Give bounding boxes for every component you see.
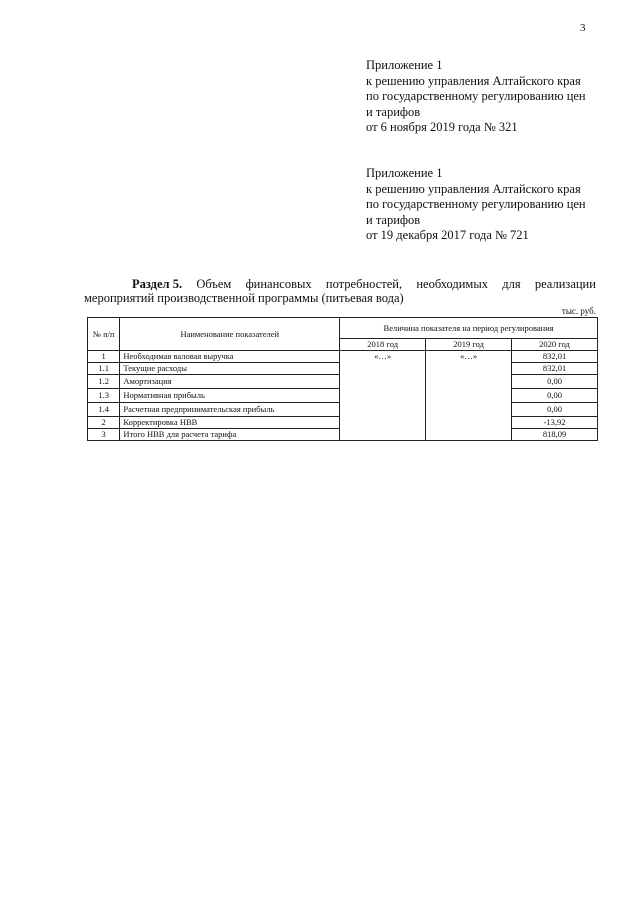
page-number: 3 <box>580 22 586 34</box>
section-word: Объем <box>196 277 232 291</box>
row-name: Корректировка НВВ <box>120 417 340 429</box>
row-name: Итого НВВ для расчета тарифа <box>120 429 340 441</box>
row-value-2020: -13,92 <box>512 417 598 429</box>
section-word: финансовых <box>245 277 312 291</box>
row-value-2020: 818,09 <box>512 429 598 441</box>
appendix-line: и тарифов <box>366 104 421 119</box>
section-title <box>84 277 596 305</box>
header-number: № п/п <box>88 318 120 351</box>
row-number: 1.4 <box>88 403 120 417</box>
row-name: Нормативная прибыль <box>120 389 340 403</box>
appendix-line: Приложение 1 <box>366 166 443 180</box>
appendix-line: к решению управления Алтайского края <box>366 181 581 196</box>
appendix-header-original <box>366 166 606 244</box>
appendix-line: по государственному регулированию цен <box>366 197 586 211</box>
row-number: 2 <box>88 417 120 429</box>
row-name: Необходимая валовая выручка <box>120 351 340 363</box>
header-name: Наименование показателей <box>120 318 340 351</box>
row-number: 1.2 <box>88 375 120 389</box>
unit-label: тыс. руб. <box>561 306 596 316</box>
section-title-line-1 <box>84 277 596 291</box>
section-word: реализации <box>534 277 596 291</box>
header-year-2019: 2019 год <box>426 339 512 351</box>
appendix-line: и тарифов <box>366 212 421 227</box>
section-word: потребностей, <box>325 277 403 291</box>
section-word: для <box>502 277 521 291</box>
financial-table <box>87 317 598 441</box>
appendix-header-current <box>366 58 606 136</box>
section-title-line-2: мероприятий производственной программы (питьевая вода) <box>84 291 404 305</box>
row-number: 1.3 <box>88 389 120 403</box>
section-word: необходимых <box>416 277 488 291</box>
row-name: Текущие расходы <box>120 363 340 375</box>
row-value-2020: 832,01 <box>512 351 598 363</box>
row-number: 1 <box>88 351 120 363</box>
row-number: 3 <box>88 429 120 441</box>
appendix-line: Приложение 1 <box>366 58 443 72</box>
header-year-2018: 2018 год <box>340 339 426 351</box>
table-row <box>88 351 598 363</box>
header-period: Величина показателя на период регулирования <box>340 318 598 339</box>
row-name: Расчетная предпринимательская прибыль <box>120 403 340 417</box>
section-label: Раздел 5. <box>132 277 183 291</box>
row-value-2020: 0,00 <box>512 389 598 403</box>
appendix-line: по государственному регулированию цен <box>366 89 586 103</box>
row-name: Амортизация <box>120 375 340 389</box>
row-value-2020: 832,01 <box>512 363 598 375</box>
row-value-2020: 0,00 <box>512 403 598 417</box>
row-value-2020: 0,00 <box>512 375 598 389</box>
value-2019-placeholder: «…» <box>426 351 512 441</box>
appendix-line: от 6 ноября 2019 года № 321 <box>366 120 518 134</box>
appendix-line: к решению управления Алтайского края <box>366 73 581 88</box>
value-2018-placeholder: «…» <box>340 351 426 441</box>
appendix-line: от 19 декабря 2017 года № 721 <box>366 228 529 242</box>
row-number: 1.1 <box>88 363 120 375</box>
header-year-2020: 2020 год <box>512 339 598 351</box>
